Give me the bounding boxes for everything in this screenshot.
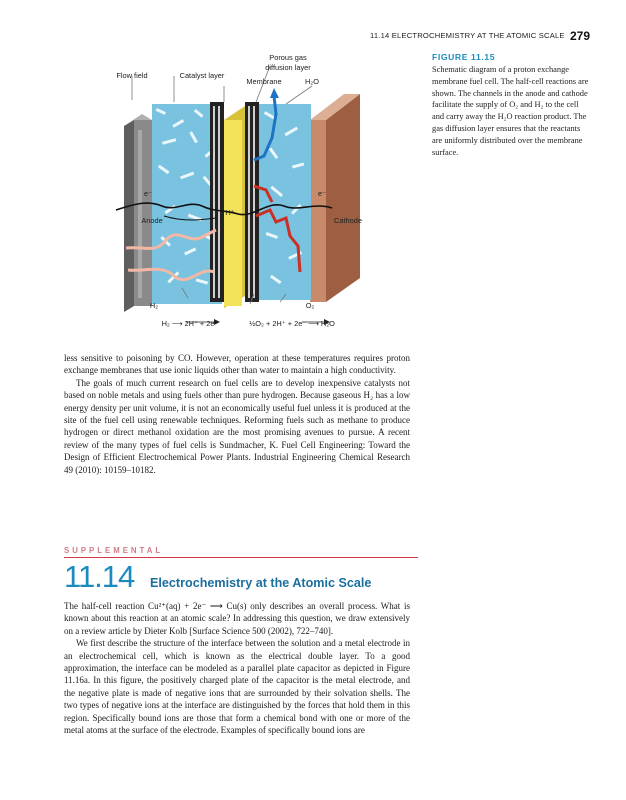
label-electron-left: e⁻ bbox=[143, 189, 153, 198]
label-proton: H⁺ bbox=[225, 208, 235, 217]
label-h2-bottom: H₂ bbox=[149, 301, 159, 310]
body-text-top bbox=[64, 352, 410, 476]
label-anode-reaction: H₂ ⟶ 2H⁺ + 2e⁻ bbox=[161, 319, 219, 328]
label-cathode: Cathode bbox=[334, 216, 362, 225]
supplemental-label: SUPPLEMENTAL bbox=[64, 546, 164, 555]
section-paragraph-2: We first describe the structure of the interface between the solution and a metal electrode in an electrochemical cell, which is known as the electrical double layer. To a good approximation, the interface can be modeled as a parallel plate capacitor as depicted in Figure 11.16a. In this figure, the positively charged plate of the capacitor is the metal electrode, and the negative plate is made of negative ions that are surrounded by their solvation shells. The two types of negative ions at the interface are distinguished by the forces that hold them in this region. Specifically bound ions are those that form a chemical bond with one or more of the metal atoms at the surface of the electrode. Examples of specifically bound ions are bbox=[64, 638, 410, 736]
section-title: Electrochemistry at the Atomic Scale bbox=[150, 576, 372, 590]
body-paragraph-1: less sensitive to poisoning by CO. However, operation at these temperatures requires proton exchange membranes that use ionic liquids other than water to maintain a high conductivity. bbox=[64, 353, 410, 376]
label-catalyst-layer: Catalyst layer bbox=[179, 71, 225, 80]
label-cathode-reaction: ½O₂ + 2H⁺ + 2e⁻ ⟶ H₂O bbox=[249, 319, 335, 328]
section-paragraph-1: The half-cell reaction Cu²⁺(aq) + 2e⁻ ⟶ Cu(s) only describes an overall process. What is known about this reaction at an atomic scale? In addressing this question, we draw extensively on a review article by Dieter Kolb [Surface Science 500 (2002), 722–740]. bbox=[64, 601, 410, 636]
label-o2-bottom: O₂ bbox=[305, 301, 315, 310]
body-paragraph-2: The goals of much current research on fuel cells are to develop inexpensive catalysts not based on noble metals and using fuels other than pure hydrogen. Because gaseous H₂ has a low energy density per unit volume, it is not an economically useful fuel unless it is produced at the site of the fuel cell using renewable techniques. Reforming fuels such as methane to produce hydrogen or direct methanol oxidation are the most promising avenues to pursue. A recent review of the many types of fuel cells is Sundmacher, K. Fuel Cell Engineering: Toward the Design of Efficient Electrochemical Power Plants. Industrial Engineering Chemical Research 49 (2010): 10159–10182. bbox=[64, 377, 410, 475]
fuel-cell-diagram bbox=[104, 40, 400, 340]
supplemental-divider bbox=[64, 557, 418, 558]
label-porous-gas-1: Porous gas bbox=[269, 53, 307, 62]
running-title: 11.14 ELECTROCHEMISTRY AT THE ATOMIC SCALE bbox=[370, 31, 565, 40]
figure-caption: Schematic diagram of a proton exchange membrane fuel cell. The half-cell reactions are shown. The channels in the anode and cathode facilitate the supply of O₂ and H₂ to the cell and carry away the H₂O reaction product. The gas diffusion layer ensures that the reactants are uniformly distributed over the membrane surface. bbox=[432, 65, 589, 157]
label-porous-gas-2: diffusion layer bbox=[265, 63, 311, 72]
section-number: 11.14 bbox=[64, 559, 135, 594]
label-h2o-top: H₂O bbox=[305, 77, 319, 86]
running-header bbox=[370, 29, 590, 45]
page-number: 279 bbox=[569, 29, 590, 43]
body-text-section bbox=[64, 600, 410, 736]
figure-label: FIGURE 11.15 bbox=[432, 52, 496, 62]
label-anode: Anode bbox=[141, 216, 163, 225]
label-membrane: Membrane bbox=[246, 77, 282, 86]
label-electron-right: e⁻ bbox=[317, 189, 327, 198]
label-flow-field: Flow field bbox=[116, 71, 148, 80]
